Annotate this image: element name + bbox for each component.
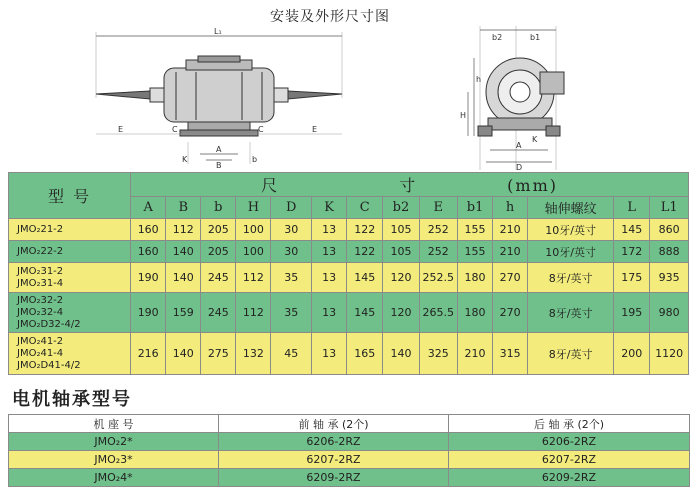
- dimension-table: [8, 172, 689, 375]
- value-cell: 13: [312, 263, 347, 293]
- value-cell: 210: [458, 333, 493, 375]
- value-cell: 252: [419, 241, 457, 263]
- bearing-header-row: [9, 415, 690, 433]
- dimension-drawings: [0, 22, 700, 172]
- table-row: [9, 219, 689, 241]
- model-name: JMO₂41-2: [17, 335, 64, 347]
- value-cell: 190: [131, 293, 166, 333]
- model-name: JMO₂D32-4/2: [17, 318, 81, 330]
- bearing-header-front: 前 轴 承 (2个): [219, 415, 449, 433]
- value-cell: 8牙/英寸: [528, 333, 614, 375]
- column-header: b2: [383, 197, 419, 219]
- table-row: [9, 333, 689, 375]
- label-a: A: [216, 145, 222, 154]
- value-cell: 122: [347, 219, 383, 241]
- bearing-front-cell: 6209-2RZ: [219, 469, 449, 487]
- bearing-rear-cell: 6206-2RZ: [449, 433, 690, 451]
- value-cell: 180: [458, 263, 493, 293]
- model-name: JMO₂32-2: [17, 294, 64, 306]
- value-cell: 112: [236, 263, 271, 293]
- bearing-row: [9, 433, 690, 451]
- model-name: JMO₂22-2: [17, 245, 64, 257]
- value-cell: 35: [271, 263, 312, 293]
- column-header: L1: [650, 197, 689, 219]
- value-cell: 112: [166, 219, 201, 241]
- drawing-title: 安装及外形尺寸图: [270, 9, 390, 25]
- value-cell: 180: [458, 293, 493, 333]
- value-cell: 205: [201, 241, 236, 263]
- label-a-end: A: [516, 141, 522, 150]
- label-e-right: E: [312, 125, 318, 134]
- value-cell: 315: [493, 333, 528, 375]
- value-cell: 165: [347, 333, 383, 375]
- value-cell: 122: [347, 241, 383, 263]
- label-h-lower: h: [476, 75, 482, 84]
- value-cell: 980: [650, 293, 689, 333]
- value-cell: 145: [614, 219, 650, 241]
- value-cell: 210: [493, 241, 528, 263]
- label-c-right: C: [258, 125, 264, 134]
- value-cell: 30: [271, 219, 312, 241]
- table-row: [9, 293, 689, 333]
- bearing-table: [8, 414, 690, 487]
- column-header: E: [419, 197, 457, 219]
- label-e-left: E: [118, 125, 124, 134]
- value-cell: 13: [312, 219, 347, 241]
- column-header: b: [201, 197, 236, 219]
- model-cell: [9, 241, 131, 263]
- dimension-header: [131, 173, 689, 197]
- value-cell: 45: [271, 333, 312, 375]
- model-header: 型 号: [9, 173, 131, 219]
- bearing-front-cell: 6206-2RZ: [219, 433, 449, 451]
- value-cell: 210: [493, 219, 528, 241]
- value-cell: 120: [383, 263, 419, 293]
- model-name: JMO₂D41-4/2: [17, 359, 81, 371]
- bearing-frame-cell: JMO₂4*: [9, 469, 219, 487]
- value-cell: 888: [650, 241, 689, 263]
- value-cell: 245: [201, 263, 236, 293]
- column-header: A: [131, 197, 166, 219]
- value-cell: 8牙/英寸: [528, 263, 614, 293]
- value-cell: 30: [271, 241, 312, 263]
- value-cell: 175: [614, 263, 650, 293]
- table-row: [9, 241, 689, 263]
- column-header: B: [166, 197, 201, 219]
- column-header: D: [271, 197, 312, 219]
- value-cell: 190: [131, 263, 166, 293]
- bearing-section-title: 电机轴承型号: [12, 389, 132, 410]
- column-header: K: [312, 197, 347, 219]
- value-cell: 860: [650, 219, 689, 241]
- value-cell: 13: [312, 241, 347, 263]
- bearing-rear-cell: 6209-2RZ: [449, 469, 690, 487]
- bearing-row: [9, 451, 690, 469]
- dimension-unit: (mm): [507, 176, 558, 195]
- bearing-header-frame: 机 座 号: [9, 415, 219, 433]
- bearing-row: [9, 469, 690, 487]
- dimension-header-char-1: 尺: [261, 176, 280, 195]
- label-b2: b2: [492, 33, 503, 42]
- value-cell: 100: [236, 219, 271, 241]
- column-header: b1: [458, 197, 493, 219]
- table-row: [9, 263, 689, 293]
- bearing-frame-cell: JMO₂3*: [9, 451, 219, 469]
- model-cell: [9, 263, 131, 293]
- value-cell: 195: [614, 293, 650, 333]
- bearing-rear-cell: 6207-2RZ: [449, 451, 690, 469]
- model-name: JMO₂31-4: [17, 277, 64, 289]
- value-cell: 140: [166, 263, 201, 293]
- column-header: h: [493, 197, 528, 219]
- value-cell: 200: [614, 333, 650, 375]
- model-name: JMO₂21-2: [17, 223, 64, 235]
- dimension-header-char-2: 寸: [399, 176, 418, 195]
- value-cell: 120: [383, 293, 419, 333]
- value-cell: 140: [383, 333, 419, 375]
- value-cell: 145: [347, 263, 383, 293]
- label-b-small: b: [252, 155, 258, 164]
- value-cell: 13: [312, 293, 347, 333]
- value-cell: 10牙/英寸: [528, 219, 614, 241]
- value-cell: 145: [347, 293, 383, 333]
- value-cell: 270: [493, 293, 528, 333]
- value-cell: 172: [614, 241, 650, 263]
- value-cell: 140: [166, 241, 201, 263]
- value-cell: 160: [131, 241, 166, 263]
- label-l1: L₁: [214, 27, 222, 36]
- value-cell: 35: [271, 293, 312, 333]
- value-cell: 252.5: [419, 263, 457, 293]
- model-cell: [9, 293, 131, 333]
- model-cell: [9, 333, 131, 375]
- value-cell: 275: [201, 333, 236, 375]
- value-cell: 100: [236, 241, 271, 263]
- value-cell: 205: [201, 219, 236, 241]
- value-cell: 13: [312, 333, 347, 375]
- column-header: L: [614, 197, 650, 219]
- bearing-header-rear: 后 轴 承 (2个): [449, 415, 690, 433]
- value-cell: 1120: [650, 333, 689, 375]
- value-cell: 159: [166, 293, 201, 333]
- label-c-left: C: [172, 125, 178, 134]
- value-cell: 245: [201, 293, 236, 333]
- label-k-end: K: [532, 135, 538, 144]
- value-cell: 132: [236, 333, 271, 375]
- label-d-end: D: [516, 163, 523, 172]
- value-cell: 216: [131, 333, 166, 375]
- label-h-upper: H: [460, 111, 467, 120]
- label-k: K: [182, 155, 188, 164]
- model-name: JMO₂32-4: [17, 306, 64, 318]
- value-cell: 160: [131, 219, 166, 241]
- label-b1: b1: [530, 33, 541, 42]
- column-header: H: [236, 197, 271, 219]
- value-cell: 252: [419, 219, 457, 241]
- column-header: 轴伸螺纹: [528, 197, 614, 219]
- bearing-frame-cell: JMO₂2*: [9, 433, 219, 451]
- model-cell: [9, 219, 131, 241]
- value-cell: 325: [419, 333, 457, 375]
- model-name: JMO₂41-4: [17, 347, 64, 359]
- column-header: C: [347, 197, 383, 219]
- value-cell: 155: [458, 219, 493, 241]
- value-cell: 10牙/英寸: [528, 241, 614, 263]
- label-b: B: [216, 161, 222, 170]
- value-cell: 270: [493, 263, 528, 293]
- value-cell: 935: [650, 263, 689, 293]
- value-cell: 105: [383, 241, 419, 263]
- value-cell: 112: [236, 293, 271, 333]
- bearing-front-cell: 6207-2RZ: [219, 451, 449, 469]
- value-cell: 8牙/英寸: [528, 293, 614, 333]
- value-cell: 140: [166, 333, 201, 375]
- value-cell: 155: [458, 241, 493, 263]
- value-cell: 105: [383, 219, 419, 241]
- value-cell: 265.5: [419, 293, 457, 333]
- model-name: JMO₂31-2: [17, 265, 64, 277]
